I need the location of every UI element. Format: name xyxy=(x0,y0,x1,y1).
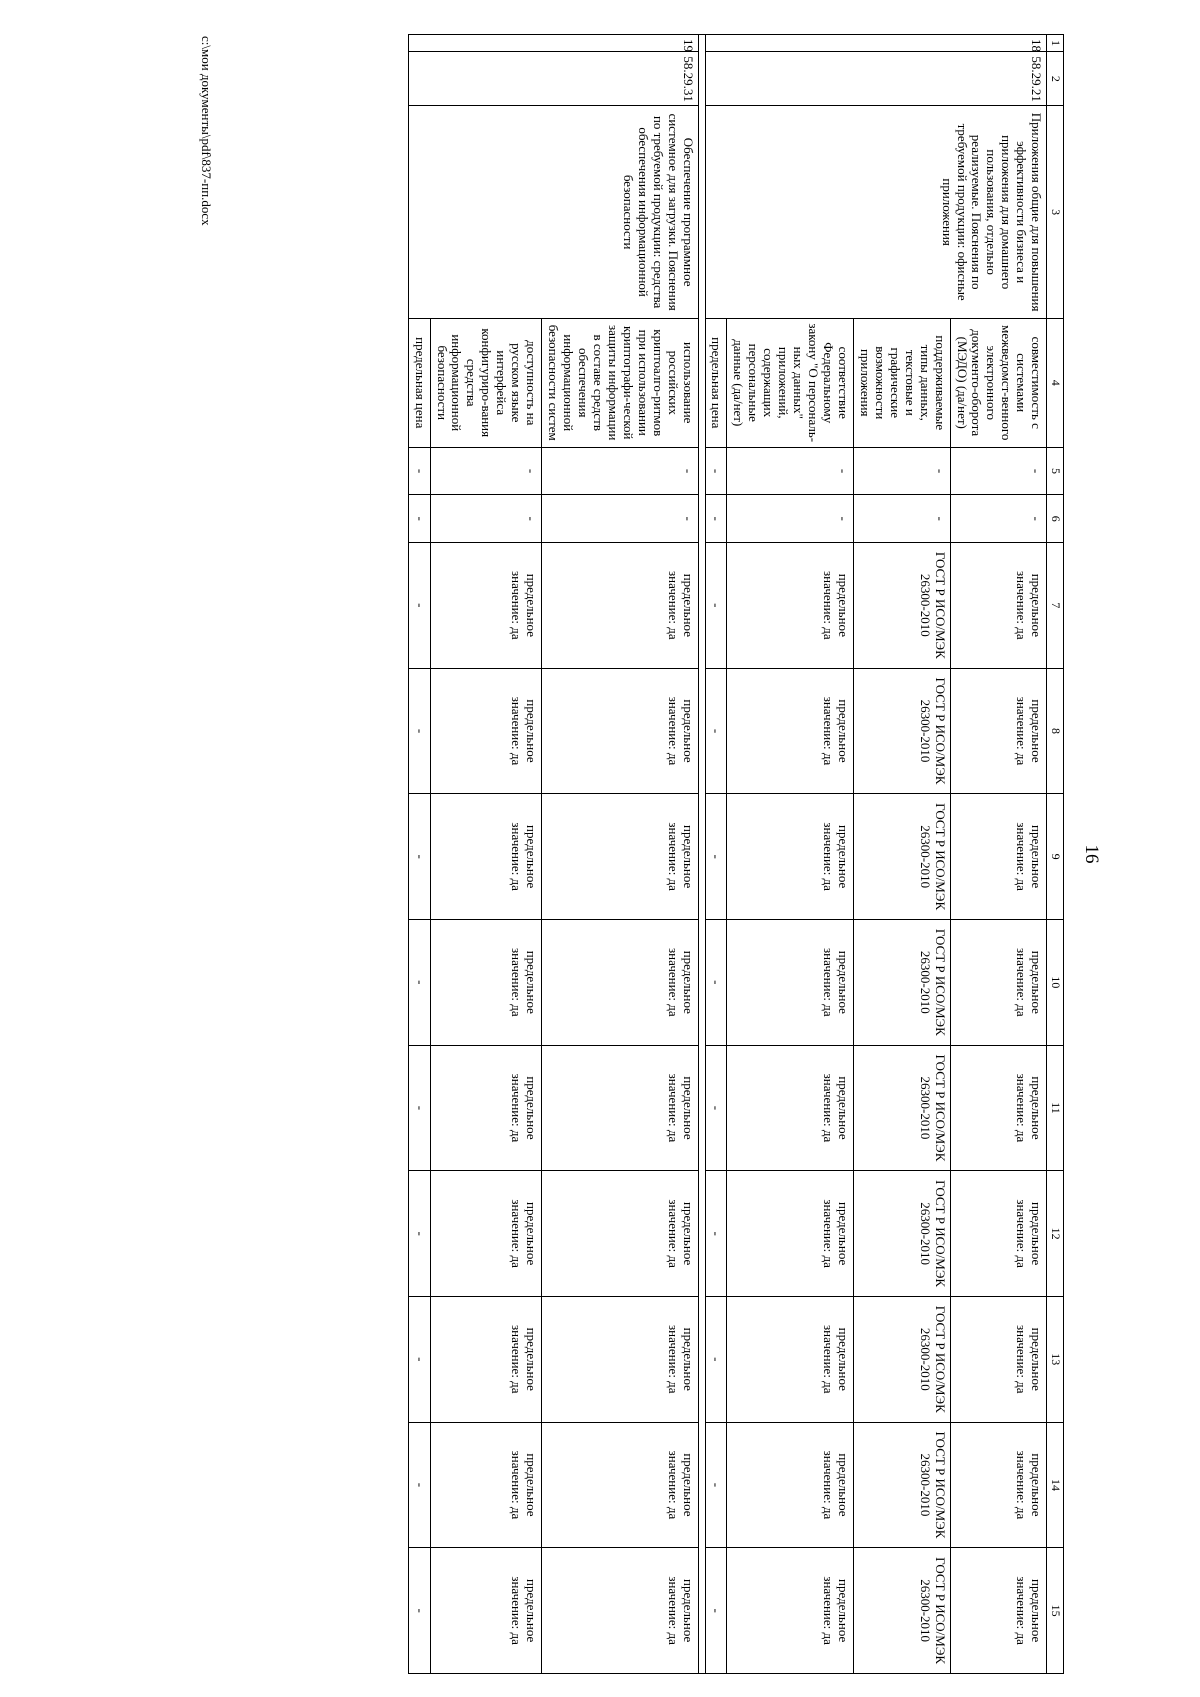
column-number-2: 2 xyxy=(1047,52,1064,106)
requirement-value: предельное значение: да xyxy=(727,1045,854,1171)
table-row xyxy=(950,35,1047,1674)
requirement-value: - xyxy=(408,1171,430,1297)
unit-code: - xyxy=(950,447,1047,495)
requirement-value: - xyxy=(408,1045,430,1171)
unit-name: - xyxy=(542,495,698,543)
requirement-value: предельное значение: да xyxy=(727,1548,854,1674)
characteristic-name: совместимость с системами межведомст-венного электронного документо-оборота (МЭДО) (да/нет) xyxy=(950,318,1047,447)
requirement-value: - xyxy=(408,1296,430,1422)
requirement-value: - xyxy=(408,1548,430,1674)
footer-file-path: c:\мои документы\pdf\837-пп.docx xyxy=(199,36,214,226)
requirement-value: - xyxy=(705,543,727,669)
requirement-value: ГОСТ Р ИСО/МЭК 26300-2010 xyxy=(853,1422,950,1548)
characteristic-name: соответствие Федеральному закону "О персональ-ных данных" приложений, содержащих персональные данные (да/нет) xyxy=(727,318,854,447)
requirement-value: предельное значение: да xyxy=(950,1548,1047,1674)
unit-name: - xyxy=(950,495,1047,543)
rotated-page xyxy=(182,34,1112,1674)
unit-code: - xyxy=(542,447,698,495)
requirement-value: предельное значение: да xyxy=(727,668,854,794)
column-number-12: 12 xyxy=(1047,1171,1064,1297)
requirement-value: предельное значение: да xyxy=(430,543,542,669)
requirement-value: предельное значение: да xyxy=(542,1296,698,1422)
requirement-value: - xyxy=(705,1171,727,1297)
requirement-value: предельное значение: да xyxy=(430,919,542,1045)
requirement-value: предельное значение: да xyxy=(542,1422,698,1548)
requirement-value: ГОСТ Р ИСО/МЭК 26300-2010 xyxy=(853,1171,950,1297)
column-number-15: 15 xyxy=(1047,1548,1064,1674)
requirement-value: - xyxy=(408,1422,430,1548)
requirement-value: ГОСТ Р ИСО/МЭК 26300-2010 xyxy=(853,1296,950,1422)
unit-name: - xyxy=(705,495,727,543)
requirement-value: предельное значение: да xyxy=(727,919,854,1045)
requirement-value: - xyxy=(705,1045,727,1171)
requirement-value: - xyxy=(705,919,727,1045)
requirements-table xyxy=(408,34,1064,1674)
requirement-value: ГОСТ Р ИСО/МЭК 26300-2010 xyxy=(853,1045,950,1171)
column-number-1: 1 xyxy=(1047,35,1064,52)
requirement-value: ГОСТ Р ИСО/МЭК 26300-2010 xyxy=(853,794,950,920)
requirement-value: - xyxy=(408,919,430,1045)
unit-code: - xyxy=(705,447,727,495)
unit-name: - xyxy=(727,495,854,543)
column-number-8: 8 xyxy=(1047,668,1064,794)
okpd-code: 58.29.31 xyxy=(408,52,698,106)
requirement-value: предельное значение: да xyxy=(542,1045,698,1171)
separator-cell xyxy=(698,35,705,1674)
requirement-value: предельное значение: да xyxy=(727,543,854,669)
characteristic-name: предельная цена xyxy=(705,318,727,447)
requirement-value: предельное значение: да xyxy=(542,668,698,794)
product-name: Обеспечение программное системное для загрузки. Пояснения по требуемой продукции: средства обеспечения информационной безопасности xyxy=(408,106,698,318)
characteristic-name: предельная цена xyxy=(408,318,430,447)
unit-name: - xyxy=(430,495,542,543)
requirement-value: - xyxy=(705,668,727,794)
column-number-row xyxy=(1047,35,1064,1674)
column-number-5: 5 xyxy=(1047,447,1064,495)
column-number-10: 10 xyxy=(1047,919,1064,1045)
requirement-value: предельное значение: да xyxy=(727,794,854,920)
unit-name: - xyxy=(408,495,430,543)
requirement-value: предельное значение: да xyxy=(430,1548,542,1674)
row-separator xyxy=(698,35,705,1674)
requirement-value: предельное значение: да xyxy=(950,668,1047,794)
column-number-11: 11 xyxy=(1047,1045,1064,1171)
requirement-value: предельное значение: да xyxy=(950,1422,1047,1548)
unit-code: - xyxy=(430,447,542,495)
requirement-value: - xyxy=(408,668,430,794)
requirement-value: предельное значение: да xyxy=(542,919,698,1045)
unit-code: - xyxy=(727,447,854,495)
requirement-value: предельное значение: да xyxy=(727,1422,854,1548)
requirement-value: предельное значение: да xyxy=(430,1171,542,1297)
requirement-value: - xyxy=(705,1296,727,1422)
column-number-14: 14 xyxy=(1047,1422,1064,1548)
requirement-value: предельное значение: да xyxy=(542,543,698,669)
column-number-3: 3 xyxy=(1047,106,1064,318)
requirement-value: предельное значение: да xyxy=(430,1422,542,1548)
requirement-value: предельное значение: да xyxy=(542,1548,698,1674)
requirement-value: - xyxy=(408,794,430,920)
product-name: Приложения общие для повышения эффективности бизнеса и приложения для домашнего пользования, отдельно реализуемые. Пояснения по требуемой продукции: офисные приложения xyxy=(705,106,1047,318)
requirement-value: - xyxy=(705,1548,727,1674)
requirement-value: предельное значение: да xyxy=(950,1045,1047,1171)
requirement-value: - xyxy=(408,543,430,669)
requirement-value: предельное значение: да xyxy=(950,794,1047,920)
requirement-value: предельное значение: да xyxy=(727,1296,854,1422)
requirement-value: предельное значение: да xyxy=(430,668,542,794)
requirement-value: предельное значение: да xyxy=(727,1171,854,1297)
column-number-9: 9 xyxy=(1047,794,1064,920)
requirement-value: - xyxy=(705,1422,727,1548)
requirement-value: ГОСТ Р ИСО/МЭК 26300-2010 xyxy=(853,1548,950,1674)
requirement-value: предельное значение: да xyxy=(542,794,698,920)
requirement-value: предельное значение: да xyxy=(950,1296,1047,1422)
table-body xyxy=(408,35,1047,1674)
requirement-value: ГОСТ Р ИСО/МЭК 26300-2010 xyxy=(853,543,950,669)
okpd-code: 58.29.21 xyxy=(705,52,1047,106)
column-number-4: 4 xyxy=(1047,318,1064,447)
characteristic-name: использование российских криптоалго-ритмов при использовании криптографи-ческой защиты информации в составе средств обеспечения информационной безопасности систем xyxy=(542,318,698,447)
requirement-value: предельное значение: да xyxy=(430,1296,542,1422)
requirement-value: ГОСТ Р ИСО/МЭК 26300-2010 xyxy=(853,919,950,1045)
unit-code: - xyxy=(853,447,950,495)
characteristic-name: поддерживаемые типы данных, текстовые и графические возможности приложения xyxy=(853,318,950,447)
row-number: 19 xyxy=(408,35,698,52)
unit-code: - xyxy=(408,447,430,495)
requirement-value: предельное значение: да xyxy=(430,794,542,920)
page-number: 16 xyxy=(1081,844,1102,864)
requirement-value: предельное значение: да xyxy=(950,919,1047,1045)
requirement-value: предельное значение: да xyxy=(430,1045,542,1171)
unit-name: - xyxy=(853,495,950,543)
column-number-6: 6 xyxy=(1047,495,1064,543)
requirement-value: предельное значение: да xyxy=(542,1171,698,1297)
column-number-13: 13 xyxy=(1047,1296,1064,1422)
row-number: 18 xyxy=(705,35,1047,52)
requirement-value: ГОСТ Р ИСО/МЭК 26300-2010 xyxy=(853,668,950,794)
column-number-7: 7 xyxy=(1047,543,1064,669)
characteristic-name: доступность на русском языке интерфейса конфигуриро-вания средства информационной безопасности xyxy=(430,318,542,447)
requirement-value: предельное значение: да xyxy=(950,543,1047,669)
table-row xyxy=(542,35,698,1674)
requirement-value: предельное значение: да xyxy=(950,1171,1047,1297)
requirement-value: - xyxy=(705,794,727,920)
